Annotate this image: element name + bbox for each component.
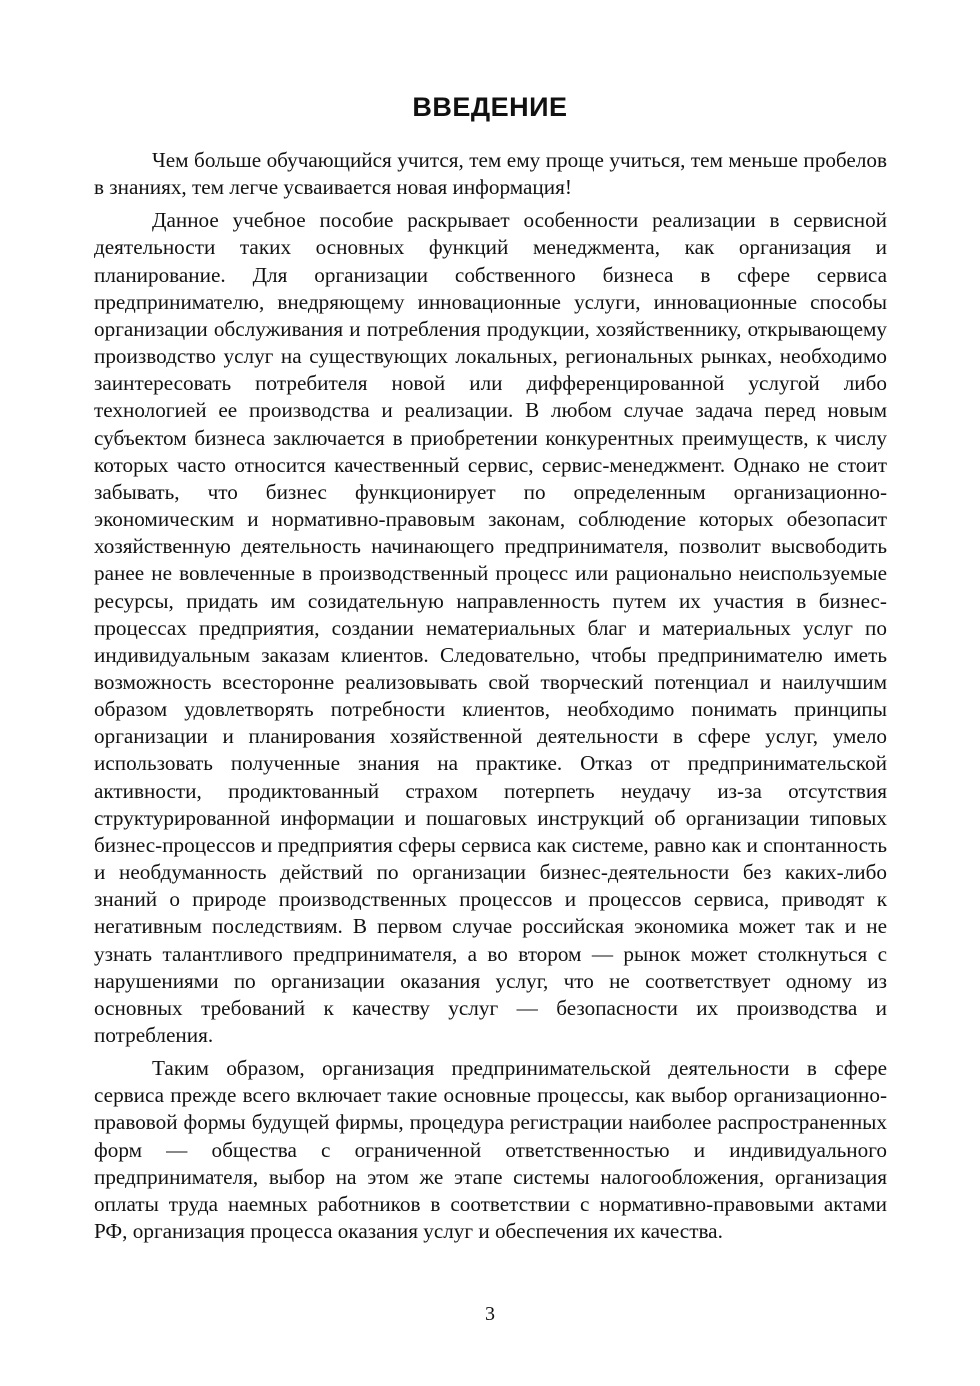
page-number: 3 xyxy=(485,1303,495,1325)
page-title: ВВЕДЕНИЕ xyxy=(412,92,568,122)
paragraph-intro: Чем больше обучающийся учится, тем ему проще учиться, тем меньше пробелов в знаниях, тем легче усваивается новая информация! xyxy=(94,148,887,200)
paragraph-main: Данное учебное пособие раскрывает особенности реализации в сервисной деятельности таких основных функций менеджмента, как организация и планирование. Для организации собственного бизнеса в сфере сервиса предпринимателю, внедряющему инновационные услуги, инновационные способы организации обслуживания и потребления продукции, хозяйственнику, открывающему производство услуг на существующих локальных, региональных рынках, необходимо заинтересовать потребителя новой или дифференцированной услугой либо технологией ее производства и реализации. В любом случае задача перед новым субъектом бизнеса заключается в приобретении конкурентных преимуществ, к числу которых часто относится качественный сервис, сервис-менеджмент. Однако не стоит забывать, что бизнес функционирует по определенным организационно-экономическим и нормативно-правовым законам, соблюдение которых обезопасит хозяйственную деятельность начинающего предпринимателя, позволит высвободить ранее не вовлеченные в производственный процесс или рационально неиспользуемые ресурсы, придать им созидательную направленность путем их участия в бизнес-процессах предприятия, создании нематериальных благ и материальных услуг по индивидуальным заказам клиентов. Следовательно, чтобы предпринимателю иметь возможность всесторонне реализовывать свой творческий потенциал и наилучшим образом удовлетворять потребности клиентов, необходимо понимать принципы организации и планирования хозяйственной деятельности в сфере услуг, умело использовать полученные знания на практике. Отказ от предпринимательской активности, продиктованный страхом потерпеть неудачу из-за отсутствия структурированной информации и пошаговых инструкций об организации типовых бизнес-процессов и предприятия сферы сервиса как системе, равно как и спонтанность и необдуманность действий по организации бизнес-деятельности без каких-либо знаний о природе производственных процессов и процессов сервиса, приводят к негативным последствиям. В первом случае российская экономика может так и не узнать талантливого предпринимателя, а во втором — рынок может столкнуться с нарушениями по организации оказания услуг, что не соответствует одному из основных требований к качеству услуг — безопасности их производства и потребления. xyxy=(94,208,887,1047)
paragraph-conclusion: Таким образом, организация предпринимательской деятельности в сфере сервиса прежде всего включает такие основные процессы, как выбор организационно-правовой формы будущей фирмы, процедура регистрации наиболее распространенных форм — общества с ограниченной ответственностью и индивидуального предпринимателя, выбор на этом же этапе системы налогообложения, организация оплаты труда наемных работников в соответствии с нормативно-правовыми актами РФ, организация процесса оказания услуг и обеспечения их качества. xyxy=(94,1056,887,1244)
document-body xyxy=(94,147,887,1251)
